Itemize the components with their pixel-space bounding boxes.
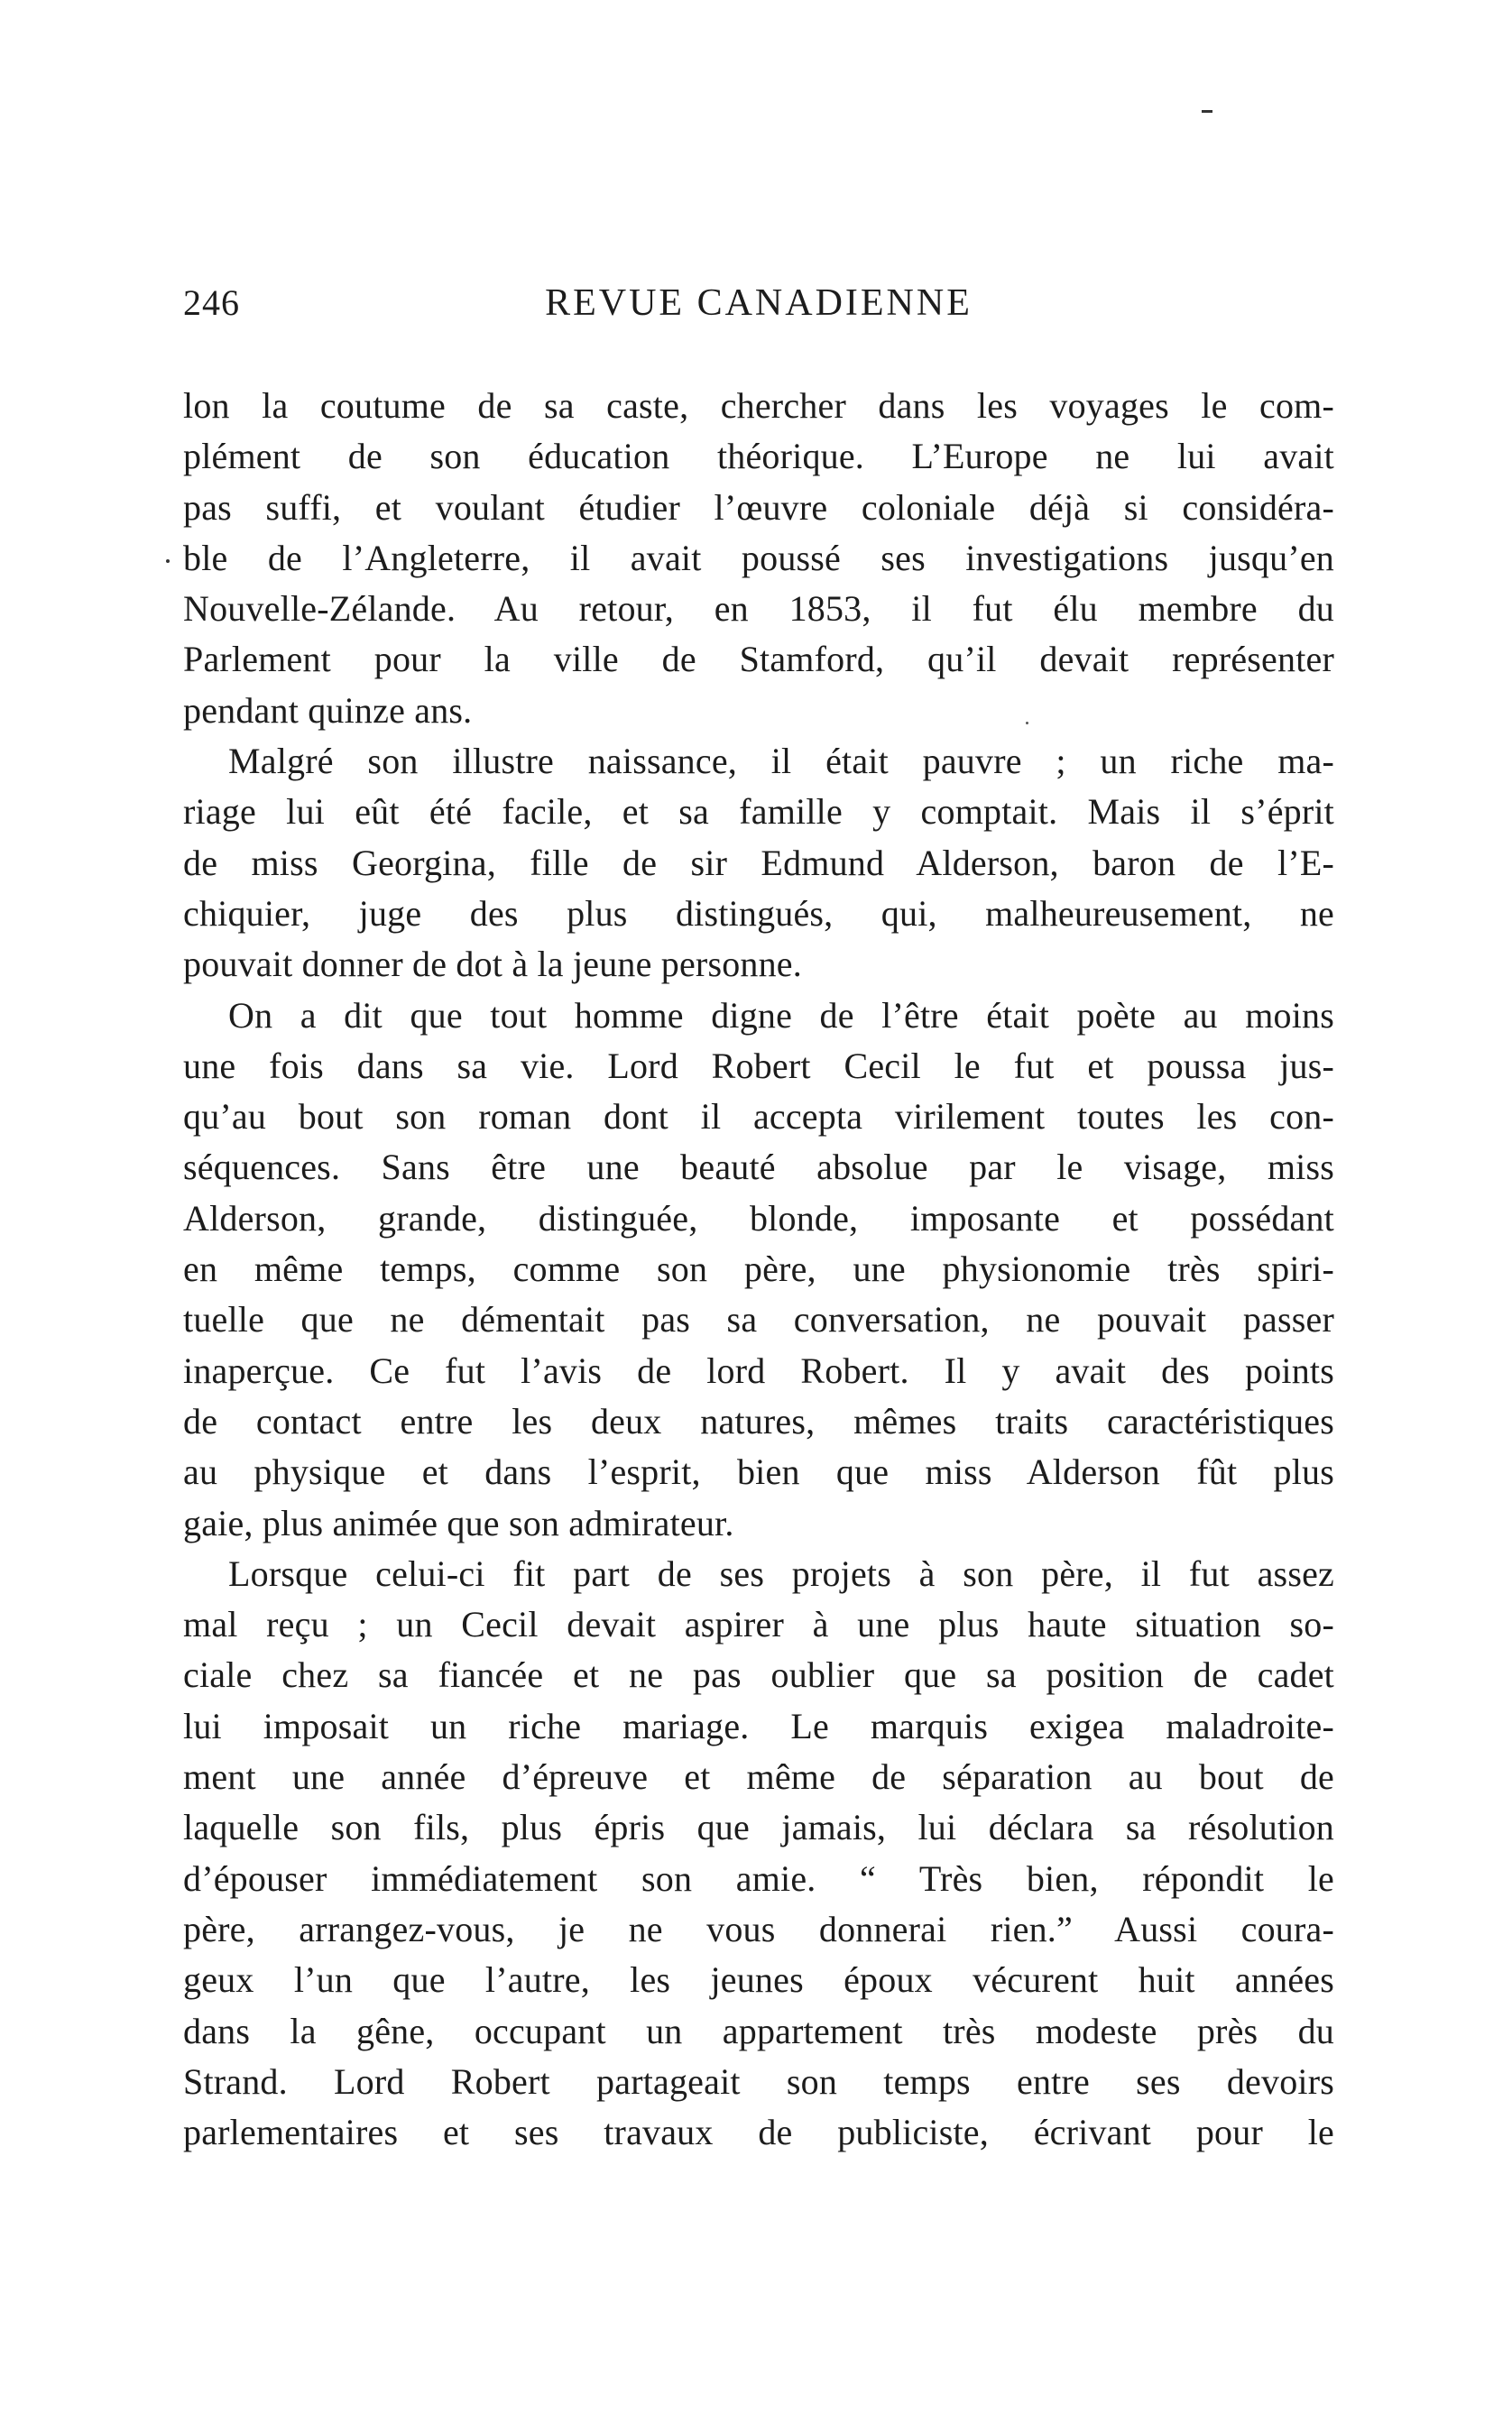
text-line: Strand. Lord Robert partageait son temps entre ses devoirs xyxy=(183,2060,1334,2102)
text-line: chiquier, juge des plus distingués, qui, malheureusement, ne xyxy=(183,892,1334,934)
text-line: parlementaires et ses travaux de publiciste, écrivant pour le xyxy=(183,2112,1334,2153)
page-number: 246 xyxy=(183,282,240,323)
text-line: dans la gêne, occupant un appartement très modeste près du xyxy=(183,2010,1334,2051)
text-line: en même temps, comme son père, une physionomie très spiri- xyxy=(183,1248,1334,1290)
text-line: de miss Georgina, fille de sir Edmund Alderson, baron de l’E- xyxy=(183,842,1334,883)
text-line: une fois dans sa vie. Lord Robert Cecil le fut et poussa jus- xyxy=(183,1045,1334,1086)
text-line: Lorsque celui-ci fit part de ses projets à son père, il fut assez xyxy=(228,1552,1334,1594)
text-line: pendant quinze ans. xyxy=(183,689,473,731)
text-line: riage lui eût été facile, et sa famille y comptait. Mais il s’éprit xyxy=(183,791,1334,833)
text-line: plément de son éducation théorique. L’Europe ne lui avait xyxy=(183,436,1334,477)
text-line: de contact entre les deux natures, mêmes traits caractéristiques xyxy=(183,1400,1334,1442)
text-line: On a dit que tout homme digne de l’être était poète au moins xyxy=(228,994,1334,1036)
text-line: ment une année d’épreuve et même de séparation au bout de xyxy=(183,1756,1334,1798)
text-line: laquelle son fils, plus épris que jamais, lui déclara sa résolution xyxy=(183,1807,1334,1848)
body-text xyxy=(183,381,1334,2158)
text-line: séquences. Sans être une beauté absolue par le visage, miss xyxy=(183,1147,1334,1188)
running-title: REVUE CANADIENNE xyxy=(545,282,973,324)
text-line: ciale chez sa fiancée et ne pas oublier que sa position de cadet xyxy=(183,1654,1334,1696)
text-line: Nouvelle-Zélande. Au retour, en 1853, il fut élu membre du xyxy=(183,588,1334,630)
print-speck xyxy=(1202,110,1212,113)
text-line: Alderson, grande, distinguée, blonde, imposante et possédant xyxy=(183,1197,1334,1239)
text-line: pouvait donner de dot à la jeune personne. xyxy=(183,944,802,985)
text-line: père, arrangez-vous, je ne vous donnerai rien.” Aussi coura- xyxy=(183,1908,1334,1949)
text-line: qu’au bout son roman dont il accepta virilement toutes les con- xyxy=(183,1096,1334,1138)
text-line: tuelle que ne démentait pas sa conversation, ne pouvait passer xyxy=(183,1299,1334,1340)
text-line: lui imposait un riche mariage. Le marquis exigea maladroite- xyxy=(183,1705,1334,1746)
text-line: Parlement pour la ville de Stamford, qu’il devait représenter xyxy=(183,639,1334,680)
print-speck xyxy=(166,559,170,563)
text-line: ble de l’Angleterre, il avait poussé ses investigations jusqu’en xyxy=(183,537,1334,578)
text-line: inaperçue. Ce fut l’avis de lord Robert. Il y avait des points xyxy=(183,1350,1334,1391)
running-head xyxy=(183,281,1334,336)
text-line: pas suffi, et voulant étudier l’œuvre coloniale déjà si considéra- xyxy=(183,486,1334,528)
text-line: au physique et dans l’esprit, bien que miss Alderson fût plus xyxy=(183,1451,1334,1493)
text-line: lon la coutume de sa caste, chercher dans les voyages le com- xyxy=(183,385,1334,426)
text-line: d’épouser immédiatement son amie. “ Très bien, répondit le xyxy=(183,1857,1334,1899)
text-line: Malgré son illustre naissance, il était pauvre ; un riche ma- xyxy=(228,741,1334,782)
text-line: geux l’un que l’autre, les jeunes époux vécurent huit années xyxy=(183,1959,1334,2001)
text-line: mal reçu ; un Cecil devait aspirer à une plus haute situation so- xyxy=(183,1604,1334,1645)
text-line: gaie, plus animée que son admirateur. xyxy=(183,1502,734,1543)
